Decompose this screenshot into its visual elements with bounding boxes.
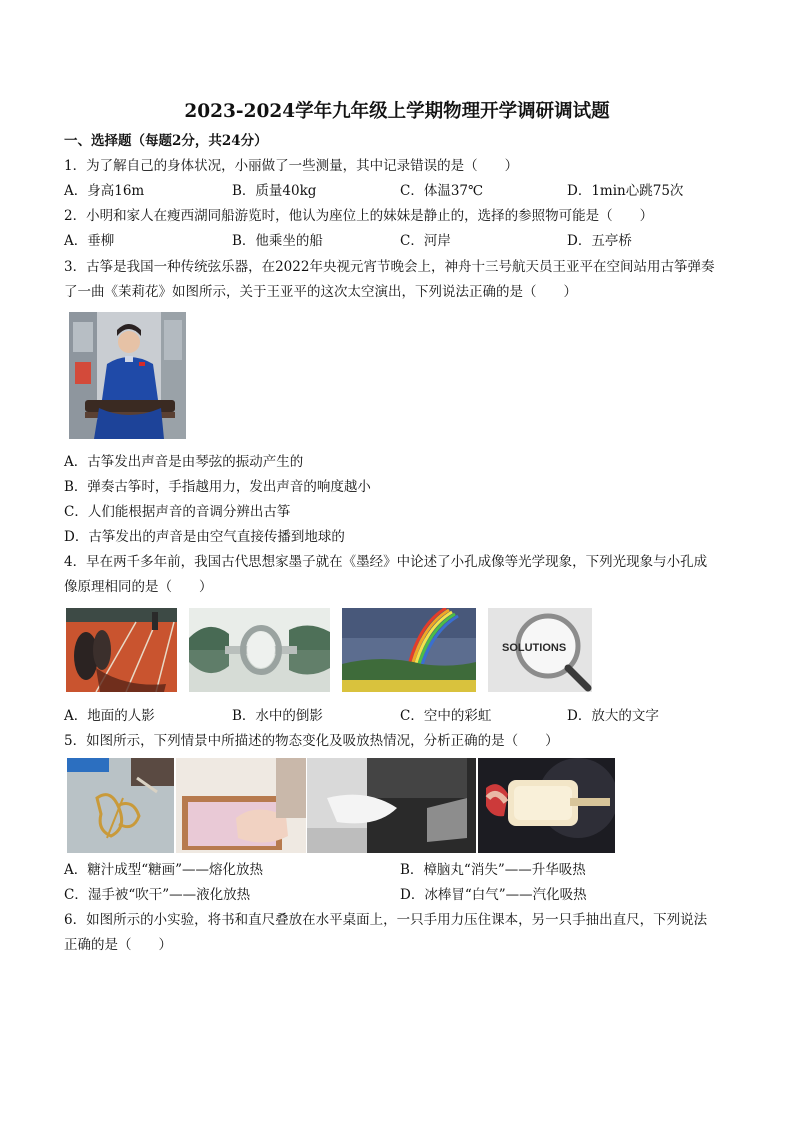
shadow-on-ground-photo <box>66 608 177 692</box>
q1-option-d: D．1min心跳75次 <box>567 183 684 199</box>
q1-option-b: B．质量40kg <box>232 183 317 199</box>
q2-option-b: B．他乘坐的船 <box>232 233 323 249</box>
q4-option-d: D．放大的文字 <box>567 708 659 724</box>
question-2-stem: 2．小明和家人在瘦西湖同船游览时，他认为座位上的妹妹是静止的，选择的参照物可能是（ ） <box>64 208 654 224</box>
question-4-stem-line2: 像原理相同的是（ ） <box>64 579 213 595</box>
q1-option-c: C．体温37℃ <box>400 183 484 199</box>
q4-option-c: C．空中的彩虹 <box>400 708 492 724</box>
section-heading: 一、选择题（每题2分，共24分） <box>64 133 268 149</box>
q5-option-d: D．冰棒冒“白气”——汽化吸热 <box>400 887 587 903</box>
question-6-stem-line1: 6．如图所示的小实验，将书和直尺叠放在水平桌面上，一只手用力压住课本，另一只手抽出直尺，下列说法 <box>64 912 708 928</box>
question-1-stem: 1．为了解自己的身体状况，小丽做了一些测量，其中记录错误的是（ ） <box>64 158 519 174</box>
q3-option-d: D．古筝发出的声音是由空气直接传播到地球的 <box>64 529 345 545</box>
astronaut-guzheng-photo <box>69 312 186 439</box>
q3-option-c: C．人们能根据声音的音调分辨出古筝 <box>64 504 291 520</box>
question-6-stem-line2: 正确的是（ ） <box>64 937 172 953</box>
magnifier-text: SOLUTIONS <box>502 642 567 654</box>
question-5-stem: 5．如图所示，下列情景中所描述的物态变化及吸放热情况，分析正确的是（ ） <box>64 733 559 749</box>
q2-option-c: C．河岸 <box>400 233 451 249</box>
q4-option-a: A．地面的人影 <box>64 708 155 724</box>
q3-option-b: B．弹奏古筝时，手指越用力，发出声音的响度越小 <box>64 479 371 495</box>
q2-option-d: D．五亭桥 <box>567 233 632 249</box>
magnified-text-photo <box>488 608 592 692</box>
hand-dryer-photo <box>307 758 476 853</box>
question-3-stem-line2: 了一曲《茉莉花》如图所示，关于王亚平的这次太空演出，下列说法正确的是（ ） <box>64 284 577 300</box>
sugar-painting-photo <box>67 758 174 853</box>
q3-option-a: A．古筝发出声音是由琴弦的振动产生的 <box>64 454 304 470</box>
bridge-reflection-photo <box>189 608 330 692</box>
q5-option-a: A．糖汁成型“糖画”——熔化放热 <box>64 862 264 878</box>
question-3-stem-line1: 3．古筝是我国一种传统弦乐器，在2022年央视元宵节晚会上，神舟十三号航天员王亚平在空间站用古筝弹奏 <box>64 259 715 275</box>
rainbow-photo <box>342 608 476 692</box>
camphor-balls-photo <box>176 758 306 853</box>
page-title: 2023-2024学年九年级上学期物理开学调研调试题 <box>184 101 610 122</box>
q2-option-a: A．垂柳 <box>64 233 115 249</box>
question-4-stem-line1: 4．早在两千多年前，我国古代思想家墨子就在《墨经》中论述了小孔成像等光学现象，下列光现象与小孔成 <box>64 554 708 570</box>
q5-option-c: C．湿手被“吹干”——液化放热 <box>64 887 251 903</box>
q4-option-b: B．水中的倒影 <box>232 708 323 724</box>
q5-option-b: B．樟脑丸“消失”——升华吸热 <box>400 862 586 878</box>
q1-option-a: A．身高16m <box>64 183 145 199</box>
popsicle-steam-photo <box>478 758 615 853</box>
